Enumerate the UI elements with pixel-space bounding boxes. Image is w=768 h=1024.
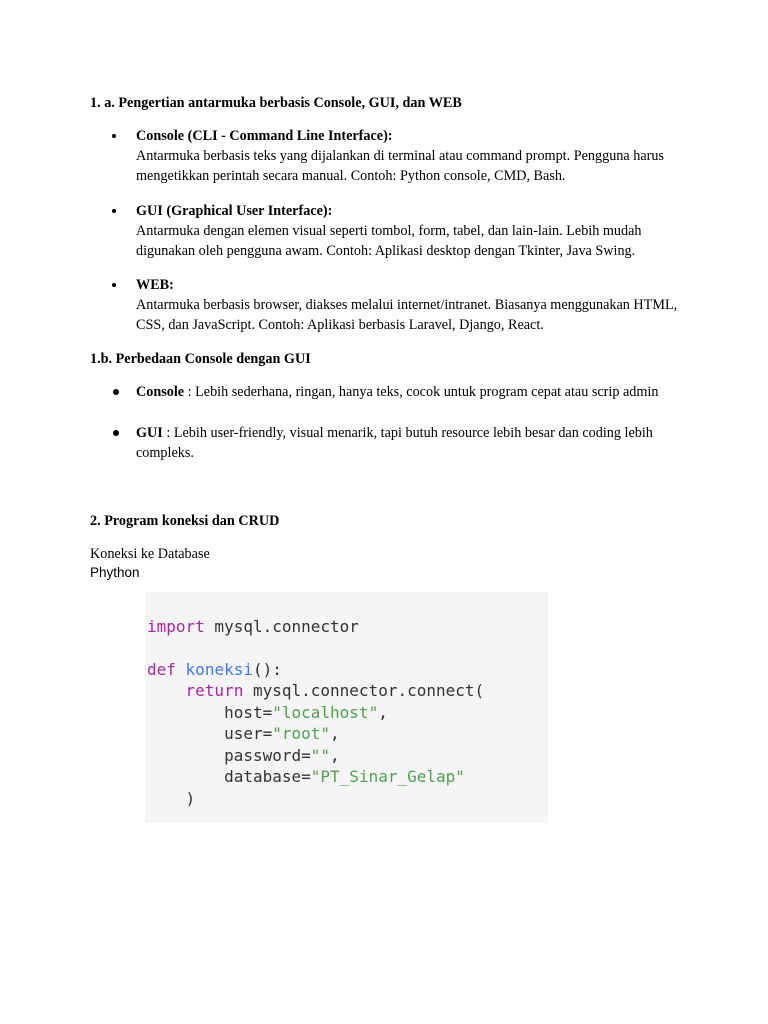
code-keyword: import: [147, 617, 205, 636]
term-description: : Lebih sederhana, ringan, hanya teks, cocok untuk program cepat atau scrip admin: [184, 384, 659, 400]
code-string: "": [310, 746, 331, 765]
code-text: ): [185, 789, 196, 808]
language-label: Phython: [90, 565, 140, 580]
code-line: [147, 680, 484, 702]
item-body: Antarmuka dengan elemen visual seperti tombol, form, tabel, dan lain-lain. Lebih mudah digunakan oleh pengguna awam. Contoh: Aplikasi desktop dengan Tkinter, Java Swing.: [136, 223, 642, 259]
code-text: mysql.connector.connect(: [243, 681, 485, 700]
code-line: [147, 616, 359, 638]
item-body: Antarmuka berbasis teks yang dijalankan di terminal atau command prompt. Pengguna harus mengetikkan perintah secara manual. Contoh: Python console, CMD, Bash.: [136, 148, 664, 184]
code-function-name: koneksi: [185, 660, 253, 679]
bullet-icon: [112, 283, 116, 287]
section-2-heading: 2. Program koneksi dan CRUD: [90, 513, 280, 529]
code-string: "PT_Sinar_Gelap": [310, 767, 465, 786]
code-text: ,: [378, 703, 388, 722]
item-title: Console (CLI - Command Line Interface):: [136, 128, 393, 144]
bullet-icon: [112, 209, 116, 213]
code-keyword: def: [147, 660, 176, 679]
code-text: password=: [224, 746, 311, 765]
list-item-console: [136, 126, 681, 186]
list-item-console-diff: [136, 382, 681, 402]
item-body: Antarmuka berbasis browser, diakses melalui internet/intranet. Biasanya menggunakan HTML, CSS, dan JavaScript. Contoh: Aplikasi berbasis Laravel, Django, React.: [136, 297, 678, 333]
list-item-gui: [136, 201, 681, 261]
bullet-icon: [113, 389, 119, 395]
code-line: [147, 745, 340, 767]
code-keyword: return: [185, 681, 244, 700]
term-description: : Lebih user-friendly, visual menarik, tapi butuh resource lebih besar dan coding lebih compleks.: [136, 425, 653, 461]
term-label: Console: [136, 384, 185, 400]
code-text: ,: [330, 746, 340, 765]
code-text: user=: [224, 724, 273, 743]
code-text: host=: [224, 703, 273, 722]
code-string: "root": [272, 724, 331, 743]
code-text: mysql.connector: [204, 617, 359, 636]
term-label: GUI: [136, 425, 163, 441]
item-title: WEB:: [136, 277, 174, 293]
item-title: GUI (Graphical User Interface):: [136, 203, 333, 219]
section-1b-heading: 1.b. Perbedaan Console dengan GUI: [90, 351, 311, 367]
list-item-gui-diff: [136, 423, 681, 463]
section-1a-heading: 1. a. Pengertian antarmuka berbasis Console, GUI, dan WEB: [90, 95, 462, 111]
code-block: [145, 592, 548, 823]
bullet-icon: [113, 430, 119, 436]
code-string: "localhost": [272, 703, 379, 722]
code-line: [147, 659, 282, 681]
list-item-web: [136, 275, 681, 335]
code-line: [147, 702, 388, 724]
code-line: [147, 788, 195, 810]
code-line: [147, 766, 465, 788]
code-text: ,: [330, 724, 340, 743]
code-line: [147, 723, 340, 745]
code-text: database=: [224, 767, 311, 786]
subheading: Koneksi ke Database: [90, 546, 210, 562]
code-text: ():: [252, 660, 282, 679]
bullet-icon: [112, 134, 116, 138]
